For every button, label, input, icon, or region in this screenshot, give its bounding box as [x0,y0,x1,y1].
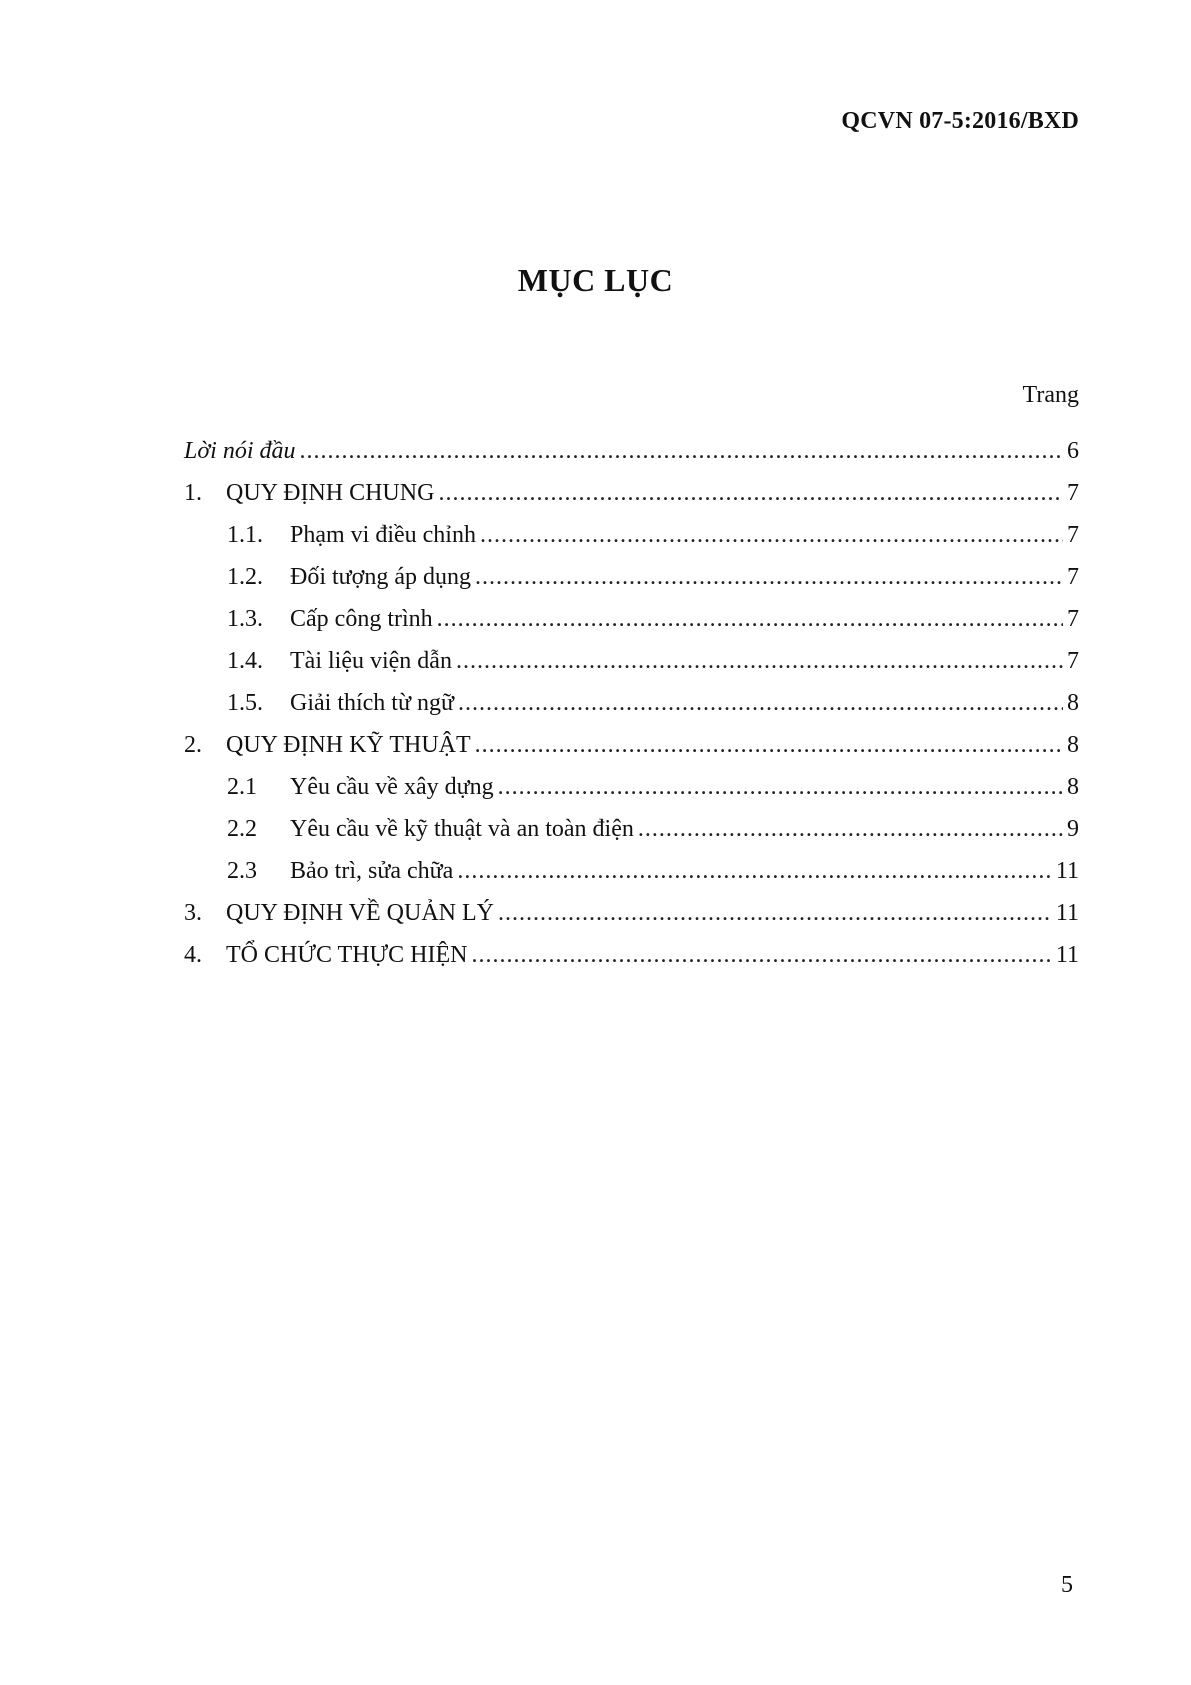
toc-entry-title: Lời nói đầu [184,438,296,464]
toc-entry-title: Yêu cầu về kỹ thuật và an toàn điện [290,816,634,842]
toc-entry-number: 2.3 [227,858,257,884]
toc-entry-number: 1. [184,480,202,506]
toc-entry[interactable] [184,850,1079,892]
toc-entry-number: 1.2. [227,564,263,590]
toc-entry[interactable] [184,808,1079,850]
toc-entry-page: 11 [1055,858,1079,884]
toc-entry-page: 7 [1067,606,1079,632]
toc-entry-page: 7 [1067,522,1079,548]
toc-dot-leader [437,598,1063,640]
toc-entry[interactable] [184,724,1079,766]
page-number: 5 [1061,1572,1073,1598]
toc-dot-leader [300,430,1064,472]
toc-entry-title: TỔ CHỨC THỰC HIỆN [226,942,468,968]
toc-entry-page: 11 [1055,900,1079,926]
toc-entry-title: Cấp công trình [290,606,433,632]
toc-entry[interactable] [184,472,1079,514]
toc-entry-title: QUY ĐỊNH KỸ THUẬT [226,732,471,758]
toc-entry-title: Bảo trì, sửa chữa [290,858,454,884]
toc-entry[interactable] [184,514,1079,556]
toc-dot-leader [457,850,1052,892]
toc-dot-leader [475,724,1063,766]
toc-dot-leader [458,682,1063,724]
toc-entry-number: 2.1 [227,774,257,800]
toc-entry-page: 7 [1067,648,1079,674]
toc-entry[interactable] [184,892,1079,934]
toc-entry-page: 9 [1067,816,1079,842]
toc-dot-leader [638,808,1063,850]
toc-entry-number: 1.4. [227,648,263,674]
toc-entry-number: 1.1. [227,522,263,548]
table-of-contents [184,430,1079,976]
toc-entry-title: Phạm vi điều chỉnh [290,522,476,548]
toc-dot-leader [456,640,1063,682]
page-title: MỤC LỤC [517,262,674,298]
document-code: QCVN 07-5:2016/BXD [841,108,1079,134]
toc-entry[interactable] [184,430,1079,472]
toc-entry-number: 3. [184,900,202,926]
toc-entry-page: 6 [1067,438,1079,464]
toc-entry-title: QUY ĐỊNH CHUNG [226,480,435,506]
toc-dot-leader [438,472,1063,514]
toc-entry[interactable] [184,682,1079,724]
toc-entry-page: 7 [1067,480,1079,506]
toc-entry-number: 1.5. [227,690,263,716]
toc-entry-page: 11 [1055,942,1079,968]
toc-entry-number: 1.3. [227,606,263,632]
toc-entry-page: 8 [1067,774,1079,800]
toc-dot-leader [471,934,1051,976]
toc-entry-title: Giải thích từ ngữ [290,690,454,716]
toc-entry[interactable] [184,766,1079,808]
toc-entry-title: Tài liệu viện dẫn [290,648,452,674]
toc-entry-page: 7 [1067,564,1079,590]
toc-entry-number: 4. [184,942,202,968]
toc-entry[interactable] [184,598,1079,640]
toc-entry-number: 2. [184,732,202,758]
page-column-label: Trang [1022,382,1079,408]
toc-entry-title: Yêu cầu về xây dựng [290,774,494,800]
toc-entry-page: 8 [1067,732,1079,758]
toc-entry-page: 8 [1067,690,1079,716]
toc-dot-leader [480,514,1063,556]
toc-entry[interactable] [184,556,1079,598]
toc-entry-title: Đối tượng áp dụng [290,564,472,590]
toc-entry-number: 2.2 [227,816,257,842]
toc-dot-leader [475,556,1063,598]
toc-dot-leader [498,766,1063,808]
toc-entry[interactable] [184,934,1079,976]
toc-entry-title: QUY ĐỊNH VỀ QUẢN LÝ [226,900,494,926]
toc-entry[interactable] [184,640,1079,682]
toc-dot-leader [498,892,1052,934]
